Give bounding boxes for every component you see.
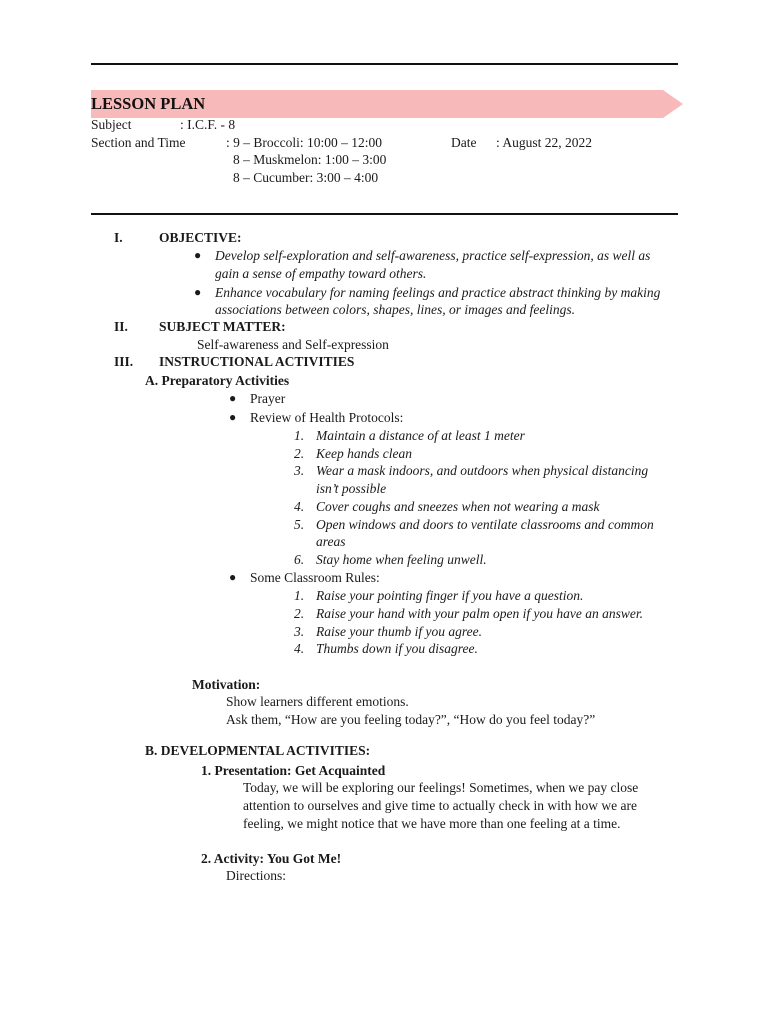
protocol-6-number: 6.	[294, 552, 305, 567]
section-line-3: 8 – Cucumber: 3:00 – 4:00	[233, 170, 379, 185]
date-value: : August 22, 2022	[496, 135, 593, 150]
rule-4-text: Thumbs down if you disagree.	[316, 641, 478, 656]
preparatory-heading: A. Preparatory Activities	[145, 373, 290, 388]
bullet-icon: ●	[194, 248, 202, 262]
motivation-line-1: Show learners different emotions.	[226, 694, 409, 709]
section-line-2: 8 – Muskmelon: 1:00 – 3:00	[233, 152, 387, 167]
section-label: Section and Time	[91, 135, 186, 150]
activities-number: III.	[114, 354, 134, 369]
subject-label: Subject	[91, 117, 132, 132]
protocol-1-number: 1.	[294, 428, 305, 443]
presentation-heading: 1. Presentation: Get Acquainted	[201, 763, 386, 778]
protocol-6-text: Stay home when feeling unwell.	[316, 552, 487, 567]
presentation-line-2: attention to ourselves and give time to actually check in with how we are	[243, 798, 638, 813]
rule-3-number: 3.	[294, 624, 305, 639]
section-line-1: : 9 – Broccoli: 10:00 – 12:00	[226, 135, 382, 150]
protocol-4-number: 4.	[294, 499, 305, 514]
motivation-line-2: Ask them, “How are you feeling today?”, “How do you feel today?”	[226, 712, 596, 727]
subject-matter-text: Self-awareness and Self-expression	[197, 337, 389, 352]
rule-3-text: Raise your thumb if you agree.	[316, 624, 482, 639]
directions-label: Directions:	[226, 868, 286, 883]
objective-2-line-2: associations between colors, shapes, lines, or images and feelings.	[215, 302, 575, 317]
objective-number: I.	[114, 230, 123, 245]
rule-1-number: 1.	[294, 588, 305, 603]
rules-label: Some Classroom Rules:	[250, 570, 380, 585]
objective-1-line-2: gain a sense of empathy toward others.	[215, 266, 427, 281]
subject-matter-heading: SUBJECT MATTER:	[159, 319, 286, 334]
subject-value: : I.C.F. - 8	[180, 117, 236, 132]
protocol-2-number: 2.	[294, 446, 305, 461]
bullet-icon: ●	[229, 391, 237, 405]
date-label: Date	[451, 135, 477, 150]
objective-2-line-1: Enhance vocabulary for naming feelings and practice abstract thinking by making	[215, 285, 661, 300]
rule-2-number: 2.	[294, 606, 305, 621]
bullet-icon: ●	[194, 285, 202, 299]
protocol-1-text: Maintain a distance of at least 1 meter	[316, 428, 525, 443]
subject-matter-number: II.	[114, 319, 128, 334]
activity-heading: 2. Activity: You Got Me!	[201, 851, 342, 866]
presentation-line-3: feeling, we might notice that we have more than one feeling at a time.	[243, 816, 621, 831]
activities-heading: INSTRUCTIONAL ACTIVITIES	[159, 354, 355, 369]
rule-4-number: 4.	[294, 641, 305, 656]
protocol-2-text: Keep hands clean	[316, 446, 412, 461]
objective-1-line-1: Develop self-exploration and self-awareness, practice self-expression, as well as	[215, 248, 651, 263]
rule-1-text: Raise your pointing finger if you have a question.	[316, 588, 584, 603]
protocol-5-text: Open windows and doors to ventilate classrooms and common	[316, 517, 654, 532]
protocol-3-text: Wear a mask indoors, and outdoors when physical distancing	[316, 463, 649, 478]
presentation-line-1: Today, we will be exploring our feelings! Sometimes, when we pay close	[243, 780, 639, 795]
objective-heading: OBJECTIVE:	[159, 230, 242, 245]
developmental-heading: B. DEVELOPMENTAL ACTIVITIES:	[145, 743, 371, 758]
protocol-5-number: 5.	[294, 517, 305, 532]
protocol-3-number: 3.	[294, 463, 305, 478]
page-title: LESSON PLAN	[91, 94, 206, 113]
title-banner-arrow	[663, 90, 683, 118]
bullet-icon: ●	[229, 570, 237, 584]
rule-2-text: Raise your hand with your palm open if you have an answer.	[316, 606, 643, 621]
protocol-4-text: Cover coughs and sneezes when not wearing a mask	[316, 499, 600, 514]
protocol-5-text-cont: areas	[316, 534, 346, 549]
top-rule	[91, 63, 678, 65]
prayer-item: Prayer	[250, 391, 286, 406]
protocols-label: Review of Health Protocols:	[250, 410, 404, 425]
motivation-heading: Motivation:	[192, 677, 261, 692]
bullet-icon: ●	[229, 410, 237, 424]
header-rule	[91, 213, 678, 215]
protocol-3-text-cont: isn’t possible	[316, 481, 387, 496]
